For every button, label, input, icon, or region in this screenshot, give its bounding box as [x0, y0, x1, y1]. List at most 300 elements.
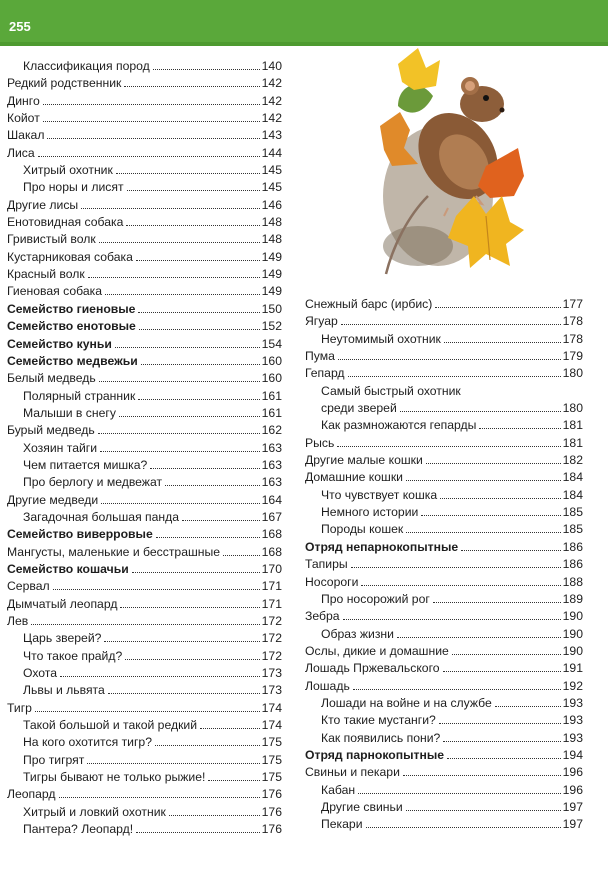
toc-entry[interactable] [7, 162, 282, 179]
dot-leader [156, 537, 260, 538]
toc-entry-page: 179 [562, 349, 583, 364]
dot-leader [132, 572, 260, 573]
toc-entry[interactable] [7, 734, 282, 751]
dot-leader [43, 121, 260, 122]
toc-entry-page: 152 [261, 319, 282, 334]
dot-leader [88, 277, 260, 278]
toc-entry[interactable] [305, 383, 583, 400]
toc-entry[interactable] [7, 370, 282, 387]
toc-entry-title: Про норы и лисят [23, 180, 124, 195]
dot-leader [53, 589, 260, 590]
toc-entry-page: 190 [562, 626, 583, 641]
toc-entry-page: 171 [261, 596, 282, 611]
toc-entry-page: 143 [261, 128, 282, 143]
toc-entry-page: 173 [261, 683, 282, 698]
page-number: 255 [9, 19, 31, 34]
toc-entry-page: 174 [261, 700, 282, 715]
toc-entry[interactable] [305, 678, 583, 695]
toc-entry[interactable] [7, 596, 282, 613]
toc-entry-title: Другие медведи [7, 492, 99, 507]
toc-entry[interactable] [7, 630, 282, 647]
toc-entry[interactable] [7, 110, 282, 127]
dot-leader [479, 428, 560, 429]
toc-entry-page: 184 [562, 470, 583, 485]
toc-entry-title: Лошадь Пржевальского [305, 661, 440, 676]
toc-entry-page: 168 [261, 527, 282, 542]
toc-entry[interactable] [305, 574, 583, 591]
toc-entry[interactable] [305, 365, 583, 382]
toc-entry-page: 146 [261, 197, 282, 212]
toc-entry-page: 170 [261, 561, 282, 576]
dot-leader [452, 654, 561, 655]
dot-leader [165, 485, 260, 486]
dot-leader [461, 550, 560, 551]
toc-entry-title: Шакал [7, 128, 45, 143]
toc-entry-page: 150 [261, 301, 282, 316]
dot-leader [127, 190, 260, 191]
toc-entry[interactable] [7, 440, 282, 457]
toc-entry-page: 171 [261, 579, 282, 594]
dot-leader [444, 342, 561, 343]
toc-entry-page: 161 [261, 388, 282, 403]
toc-entry[interactable] [7, 786, 282, 803]
dot-leader [435, 307, 560, 308]
dot-leader [31, 624, 259, 625]
dot-leader [116, 173, 260, 174]
toc-entry[interactable] [305, 521, 583, 538]
toc-entry-title: Пантера? Леопард! [23, 822, 134, 837]
dot-leader [136, 832, 260, 833]
toc-entry[interactable] [7, 318, 282, 335]
dot-leader [141, 364, 260, 365]
toc-entry[interactable] [7, 561, 282, 578]
toc-entry-title: Семейство виверровые [7, 527, 153, 542]
dot-leader [105, 294, 260, 295]
toc-entry-page: 175 [261, 752, 282, 767]
toc-entry[interactable] [305, 313, 583, 330]
toc-entry-page: 181 [562, 435, 583, 450]
dot-leader [406, 532, 560, 533]
toc-entry[interactable] [305, 608, 583, 625]
toc-entry-page: 145 [261, 163, 282, 178]
dot-leader [101, 503, 259, 504]
toc-entry-title: Классификация пород [23, 59, 150, 73]
dot-leader [100, 451, 260, 452]
toc-entry-title: Семейство куньи [7, 336, 112, 351]
toc-entry-title: Снежный барс (ирбис) [305, 297, 433, 311]
toc-entry-title: Что такое прайд? [23, 648, 123, 663]
dot-leader [38, 156, 260, 157]
toc-entry-title: Про тигрят [23, 752, 85, 767]
toc-entry[interactable] [7, 648, 282, 665]
toc-entry-title: среди зверей [321, 401, 397, 416]
toc-entry-page: 182 [562, 453, 583, 468]
toc-entry-page: 178 [562, 331, 583, 346]
dot-leader [426, 463, 561, 464]
toc-entry-page: 193 [562, 730, 583, 745]
toc-entry-title: Гепард [305, 366, 345, 381]
toc-entry-page: 164 [261, 492, 282, 507]
dot-leader [341, 324, 561, 325]
toc-entry[interactable] [7, 422, 282, 439]
toc-entry-title: Ослы, дикие и домашние [305, 643, 449, 658]
toc-entry[interactable] [305, 348, 583, 365]
toc-entry[interactable] [305, 660, 583, 677]
toc-entry-page: 163 [261, 475, 282, 490]
toc-entry-title: Другие малые кошки [305, 453, 423, 468]
toc-entry[interactable] [7, 249, 282, 266]
dot-leader [99, 242, 260, 243]
toc-entry[interactable] [305, 487, 583, 504]
toc-entry-page: 174 [261, 718, 282, 733]
dot-leader [124, 86, 259, 87]
toc-entry-title: Кто такие мустанги? [321, 713, 436, 728]
toc-entry[interactable] [7, 353, 282, 370]
dot-leader [406, 480, 561, 481]
toc-entry[interactable] [7, 804, 282, 821]
toc-entry-page: 148 [261, 215, 282, 230]
dot-leader [60, 676, 260, 677]
dot-leader [351, 567, 561, 568]
toc-entry[interactable] [305, 591, 583, 608]
toc-entry-title: Лошадь [305, 678, 350, 693]
toc-entry[interactable] [7, 769, 282, 786]
toc-entry-page: 154 [261, 336, 282, 351]
toc-entry-page: 142 [261, 76, 282, 91]
toc-entry-title: Свиньи и пекари [305, 765, 400, 780]
dot-leader [47, 138, 259, 139]
toc-entry[interactable] [7, 283, 282, 300]
dot-leader [200, 728, 260, 729]
toc-entry[interactable] [305, 764, 583, 781]
toc-entry[interactable] [305, 816, 583, 833]
toc-entry-page: 186 [562, 557, 583, 572]
toc-entry[interactable] [7, 752, 282, 769]
toc-entry-page: 142 [261, 111, 282, 126]
toc-entry-page: 172 [261, 614, 282, 628]
toc-entry-title: Отряд парнокопытные [305, 747, 445, 762]
toc-entry[interactable] [7, 821, 282, 838]
toc-entry-title: Белый медведь [7, 371, 96, 386]
toc-entry-page: 180 [562, 366, 583, 381]
toc-entry-title: Ягуар [305, 314, 338, 329]
toc-entry[interactable] [305, 782, 583, 799]
toc-entry[interactable] [7, 405, 282, 422]
toc-entry[interactable] [7, 58, 282, 75]
toc-entry[interactable] [7, 492, 282, 509]
toc-entry[interactable] [7, 474, 282, 491]
dot-leader [348, 376, 561, 377]
toc-entry-page: 172 [261, 648, 282, 663]
toc-entry-page: 175 [261, 770, 282, 785]
dot-leader [366, 827, 561, 828]
toc-entry-title: Немного истории [321, 505, 419, 520]
toc-entry[interactable] [7, 145, 282, 162]
dot-leader [495, 706, 561, 707]
toc-entry[interactable] [7, 336, 282, 353]
toc-entry[interactable] [305, 331, 583, 348]
toc-entry-title: Красный волк [7, 267, 85, 282]
dot-leader [98, 433, 260, 434]
toc-entry-page: 191 [562, 661, 583, 676]
field-mouse-icon [378, 46, 528, 278]
toc-entry-title: Пума [305, 349, 335, 364]
toc-entry-page: 190 [562, 609, 583, 624]
toc-entry[interactable] [7, 578, 282, 595]
toc-entry-page: 193 [562, 713, 583, 728]
toc-entry[interactable] [7, 526, 282, 543]
toc-entry[interactable] [7, 266, 282, 283]
toc-entry[interactable] [305, 296, 583, 313]
toc-entry-page: 140 [261, 59, 282, 73]
toc-entry-title: Отряд непарнокопытные [305, 539, 459, 554]
toc-entry-title: Редкий родственник [7, 76, 122, 91]
toc-entry[interactable] [305, 469, 583, 486]
toc-entry-page: 144 [261, 145, 282, 160]
dot-leader [138, 312, 259, 313]
dot-leader [120, 607, 259, 608]
toc-entry[interactable] [305, 435, 583, 452]
toc-entry[interactable] [7, 544, 282, 561]
toc-entry-title: Семейство енотовые [7, 319, 136, 334]
toc-entry-page: 192 [562, 678, 583, 693]
toc-entry-page: 173 [261, 666, 282, 681]
dot-leader [150, 468, 259, 469]
toc-entry[interactable] [7, 388, 282, 405]
dot-leader [443, 671, 561, 672]
dot-leader [87, 763, 259, 764]
toc-entry-page: 149 [261, 267, 282, 282]
toc-entry-page: 178 [562, 314, 583, 329]
dot-leader [125, 659, 259, 660]
toc-entry-title: Как появились пони? [321, 730, 441, 745]
toc-entry-title: Кабан [321, 782, 356, 797]
dot-leader [208, 780, 259, 781]
dot-leader [59, 797, 260, 798]
dot-leader [153, 69, 260, 70]
dot-leader [338, 359, 561, 360]
toc-entry-title: На кого охотится тигр? [23, 735, 152, 750]
toc-entry[interactable] [305, 452, 583, 469]
dot-leader [155, 745, 260, 746]
dot-leader [136, 260, 260, 261]
toc-entry-page: 149 [261, 284, 282, 299]
dot-leader [361, 585, 560, 586]
toc-entry[interactable] [305, 539, 583, 556]
toc-entry[interactable] [305, 695, 583, 712]
toc-entry[interactable] [7, 301, 282, 318]
dot-leader [353, 689, 561, 690]
toc-entry[interactable] [7, 231, 282, 248]
toc-entry-page: 145 [261, 180, 282, 195]
toc-entry-page: 196 [562, 765, 583, 780]
toc-entry-page: 188 [562, 574, 583, 589]
toc-entry-page: 161 [261, 405, 282, 420]
toc-entry-title: Лиса [7, 145, 35, 160]
dot-leader [35, 711, 260, 712]
toc-right-column [305, 296, 583, 834]
toc-entry-title: Пекари [321, 817, 363, 832]
toc-entry-title: Семейство медвежьи [7, 353, 138, 368]
toc-entry-page: 180 [562, 401, 583, 416]
toc-entry[interactable] [7, 682, 282, 699]
dot-leader [99, 381, 260, 382]
toc-entry-title: Другие свиньи [321, 799, 403, 814]
dot-leader [447, 758, 561, 759]
toc-entry-title: Рысь [305, 435, 335, 450]
toc-entry-page: 184 [562, 487, 583, 502]
dot-leader [443, 741, 560, 742]
toc-entry-page: 194 [562, 747, 583, 762]
toc-entry-page: 175 [261, 735, 282, 750]
header-bar [0, 0, 608, 46]
toc-entry-title: Что чувствует кошка [321, 487, 438, 502]
toc-entry-page: 190 [562, 643, 583, 658]
toc-entry[interactable] [305, 712, 583, 729]
toc-entry[interactable] [7, 179, 282, 196]
toc-entry-page: 185 [562, 522, 583, 537]
toc-entry[interactable] [7, 75, 282, 92]
dot-leader [126, 225, 259, 226]
toc-entry-title: Дымчатый леопард [7, 596, 118, 611]
toc-entry[interactable] [7, 127, 282, 144]
toc-entry-title: Леопард [7, 787, 56, 802]
toc-entry[interactable] [305, 400, 583, 417]
toc-entry-page: 142 [261, 93, 282, 108]
toc-entry-title: Тапиры [305, 557, 348, 572]
mouse-illustration [378, 46, 528, 278]
dot-leader [108, 693, 260, 694]
dot-leader [223, 555, 260, 556]
dot-leader [421, 515, 560, 516]
dot-leader [397, 637, 561, 638]
dot-leader [358, 793, 561, 794]
toc-entry-page: 193 [562, 695, 583, 710]
toc-entry-page: 167 [261, 509, 282, 524]
toc-entry-page: 176 [261, 822, 282, 837]
toc-entry-title: Неутомимый охотник [321, 331, 441, 346]
toc-entry-page: 181 [562, 418, 583, 433]
dot-leader [400, 411, 561, 412]
dot-leader [104, 641, 259, 642]
toc-entry[interactable] [7, 700, 282, 717]
toc-entry-page: 176 [261, 804, 282, 819]
toc-entry-title: Домашние кошки [305, 470, 403, 485]
toc-entry-title: Как размножаются гепарды [321, 418, 477, 433]
toc-entry-title: Лошади на войне и на службе [321, 695, 492, 710]
toc-entry[interactable] [305, 643, 583, 660]
toc-entry-page: 196 [562, 782, 583, 797]
toc-entry-page: 176 [261, 787, 282, 802]
toc-entry-title: Хозяин тайги [23, 440, 98, 455]
toc-entry[interactable] [305, 799, 583, 816]
toc-entry-title: Тигр [7, 700, 32, 715]
toc-entry-page: 197 [562, 799, 583, 814]
toc-entry-title: Породы кошек [321, 522, 404, 537]
dot-leader [138, 399, 259, 400]
toc-entry[interactable] [305, 747, 583, 764]
dot-leader [439, 723, 561, 724]
toc-entry-title: Сервал [7, 579, 50, 594]
toc-entry[interactable] [7, 613, 282, 630]
toc-entry-page: 185 [562, 505, 583, 520]
toc-entry-page: 177 [562, 297, 583, 311]
toc-entry-title: Гривистый волк [7, 232, 96, 247]
dot-leader [81, 208, 259, 209]
dot-leader [115, 347, 260, 348]
toc-entry-title: Про берлогу и медвежат [23, 475, 163, 490]
toc-entry-page: 160 [261, 371, 282, 386]
toc-entry-title: Носороги [305, 574, 359, 589]
dot-leader [343, 619, 561, 620]
toc-entry[interactable] [305, 556, 583, 573]
toc-entry-title: Енотовидная собака [7, 215, 124, 230]
toc-entry-title: Самый быстрый охотник [321, 383, 461, 398]
dot-leader [406, 810, 561, 811]
dot-leader [139, 329, 260, 330]
dot-leader [119, 416, 260, 417]
toc-entry[interactable] [7, 197, 282, 214]
toc-entry-title: Про носорожий рог [321, 591, 430, 606]
toc-entry-title: Полярный странник [23, 388, 136, 403]
toc-entry[interactable] [7, 717, 282, 734]
toc-entry-title: Малыши в снегу [23, 405, 116, 420]
toc-entry[interactable] [7, 214, 282, 231]
toc-entry-title: Зебра [305, 609, 340, 624]
toc-left-column [7, 58, 282, 838]
toc-entry[interactable] [305, 626, 583, 643]
toc-entry-title: Царь зверей? [23, 631, 102, 646]
toc-entry-page: 163 [261, 440, 282, 455]
toc-entry[interactable] [305, 504, 583, 521]
toc-entry-page: 189 [562, 591, 583, 606]
dot-leader [403, 775, 561, 776]
toc-entry-title: Хитрый и ловкий охотник [23, 804, 166, 819]
toc-entry-title: Такой большой и такой редкий [23, 718, 198, 733]
toc-entry-title: Чем питается мишка? [23, 457, 148, 472]
toc-entry-page: 172 [261, 631, 282, 646]
toc-entry-title: Мангусты, маленькие и бесстрашные [7, 544, 221, 559]
toc-entry-title: Лев [7, 614, 29, 628]
toc-entry[interactable] [305, 417, 583, 434]
toc-entry[interactable] [7, 665, 282, 682]
toc-entry-title: Койот [7, 111, 40, 126]
toc-entry-title: Семейство гиеновые [7, 301, 136, 316]
toc-entry-page: 160 [261, 353, 282, 368]
toc-entry-title: Кустарниковая собака [7, 249, 133, 264]
toc-entry[interactable] [7, 93, 282, 110]
toc-entry-title: Образ жизни [321, 626, 394, 641]
dot-leader [169, 815, 260, 816]
toc-entry-title: Бурый медведь [7, 423, 95, 438]
toc-entry-title: Гиеновая собака [7, 284, 102, 299]
toc-entry[interactable] [7, 457, 282, 474]
toc-entry-page: 168 [261, 544, 282, 559]
toc-entry-title: Другие лисы [7, 197, 79, 212]
toc-entry-page: 148 [261, 232, 282, 247]
toc-entry-page: 149 [261, 249, 282, 264]
toc-entry-title: Тигры бывают не только рыжие! [23, 770, 206, 785]
toc-entry-title: Загадочная большая панда [23, 509, 180, 524]
toc-entry[interactable] [305, 730, 583, 747]
toc-entry-page: 162 [261, 423, 282, 438]
toc-entry-title: Семейство кошачьи [7, 561, 129, 576]
dot-leader [182, 520, 260, 521]
toc-entry-title: Динго [7, 93, 40, 108]
toc-entry[interactable] [7, 509, 282, 526]
toc-entry-title: Хитрый охотник [23, 163, 113, 178]
dot-leader [433, 602, 561, 603]
